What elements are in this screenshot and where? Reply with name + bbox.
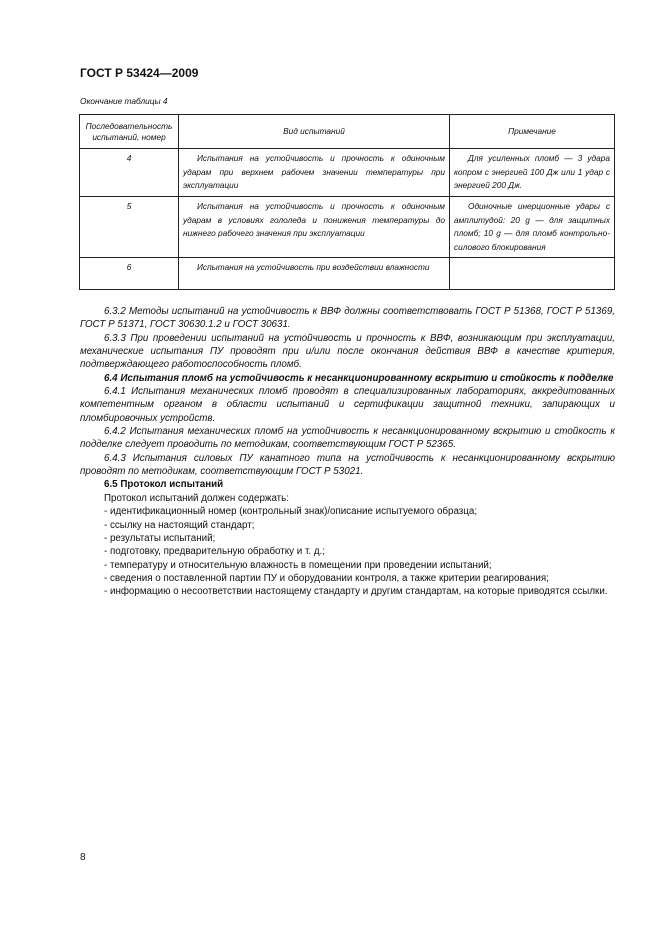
table-row	[80, 258, 615, 290]
table-caption: Окончание таблицы 4	[80, 96, 168, 106]
row-test-type: Испытания на устойчивость и прочность к одиночным ударам в условиях гололеда и понижения температуры до нижнего рабочего значения при эксплуатации	[179, 197, 450, 258]
table-row	[80, 197, 615, 258]
list-item: - результаты испытаний;	[104, 532, 216, 544]
paragraph-6-4-1: 6.4.1 Испытания механических пломб проводят в специализированных лабораториях, аккредитованных компетентным органом в области испытаний и сертификации защитной техники, запирающих и пломбировочных устройств.	[80, 386, 615, 424]
list-item: - идентификационный номер (контрольный знак)/описание испытуемого образца;	[104, 506, 478, 518]
table-row	[80, 149, 615, 197]
row-test-type: Испытания на устойчивость и прочность к одиночным ударам при верхнем рабочем значении температуры при эксплуатации	[179, 149, 450, 197]
paragraph-6-4-3: 6.4.3 Испытания силовых ПУ канатного типа на устойчивость к несанкционированному вскрытию проводят по методикам, соответствующим ГОСТ Р 53021.	[80, 452, 615, 478]
paragraph-6-3-2: 6.3.2 Методы испытаний на устойчивость к ВВФ должны соответствовать ГОСТ Р 51368, ГОСТ Р 51369, ГОСТ Р 51371, ГОСТ 30630.1.2 и ГОСТ 30631.	[80, 306, 615, 331]
protocol-contents-list	[80, 505, 615, 598]
paragraph-6-4-2: 6.4.2 Испытания механических пломб на устойчивость к несанкционированному вскрытию и стойкость к подделке следует проводить по методикам, соответствующим ГОСТ Р 52365.	[80, 426, 615, 451]
row-test-type: Испытания на устойчивость при воздействии влажности	[179, 258, 450, 290]
page-number: 8	[80, 852, 86, 863]
table-header-row	[80, 115, 615, 149]
document-body	[80, 305, 615, 599]
row-note: Для усиленных пломб — 3 удара копром с энергией 100 Дж или 1 удар с энергией 200 Дж.	[450, 149, 615, 197]
list-item: - температуру и относительную влажность в помещении при проведении испытаний;	[104, 559, 492, 571]
row-number: 6	[80, 258, 179, 290]
list-item: - информацию о несоответствии настоящему стандарту и другим стандартам, на которые приводятся ссылки.	[104, 586, 608, 598]
list-item: - сведения о поставленной партии ПУ и оборудовании контроля, а также критерии реагирования;	[104, 572, 549, 584]
paragraph-6-5-intro: Протокол испытаний должен содержать:	[104, 492, 289, 504]
paragraph-6-3-3: 6.3.3 При проведении испытаний на устойчивость и прочность к ВВФ, возникающим при эксплуатации, механические испытания ПУ проводят при и/или после окончания действия ВВФ в качестве критерия, подтверждающего работоспособность пломб.	[80, 332, 615, 371]
row-note: Одиночные инерционные удары с амплитудой: 20 g — для защитных пломб; 10 g — для пломб контрольно-силового блокирования	[450, 197, 615, 258]
table-4	[79, 114, 615, 290]
document-header: ГОСТ Р 53424—2009	[80, 66, 199, 80]
list-item: - ссылку на настоящий стандарт;	[104, 519, 255, 531]
heading-6-5: 6.5 Протокол испытаний	[104, 479, 224, 491]
heading-6-4: 6.4 Испытания пломб на устойчивость к несанкционированному вскрытию и стойкость к подделке	[104, 372, 614, 384]
row-number: 4	[80, 149, 179, 197]
row-note	[450, 258, 615, 290]
header-note: Примечание	[450, 115, 615, 149]
header-test-type: Вид испытаний	[179, 115, 450, 149]
header-sequence-number: Последовательность испытаний, номер	[80, 115, 179, 149]
list-item: - подготовку, предварительную обработку и т. д.;	[104, 546, 325, 558]
row-number: 5	[80, 197, 179, 258]
